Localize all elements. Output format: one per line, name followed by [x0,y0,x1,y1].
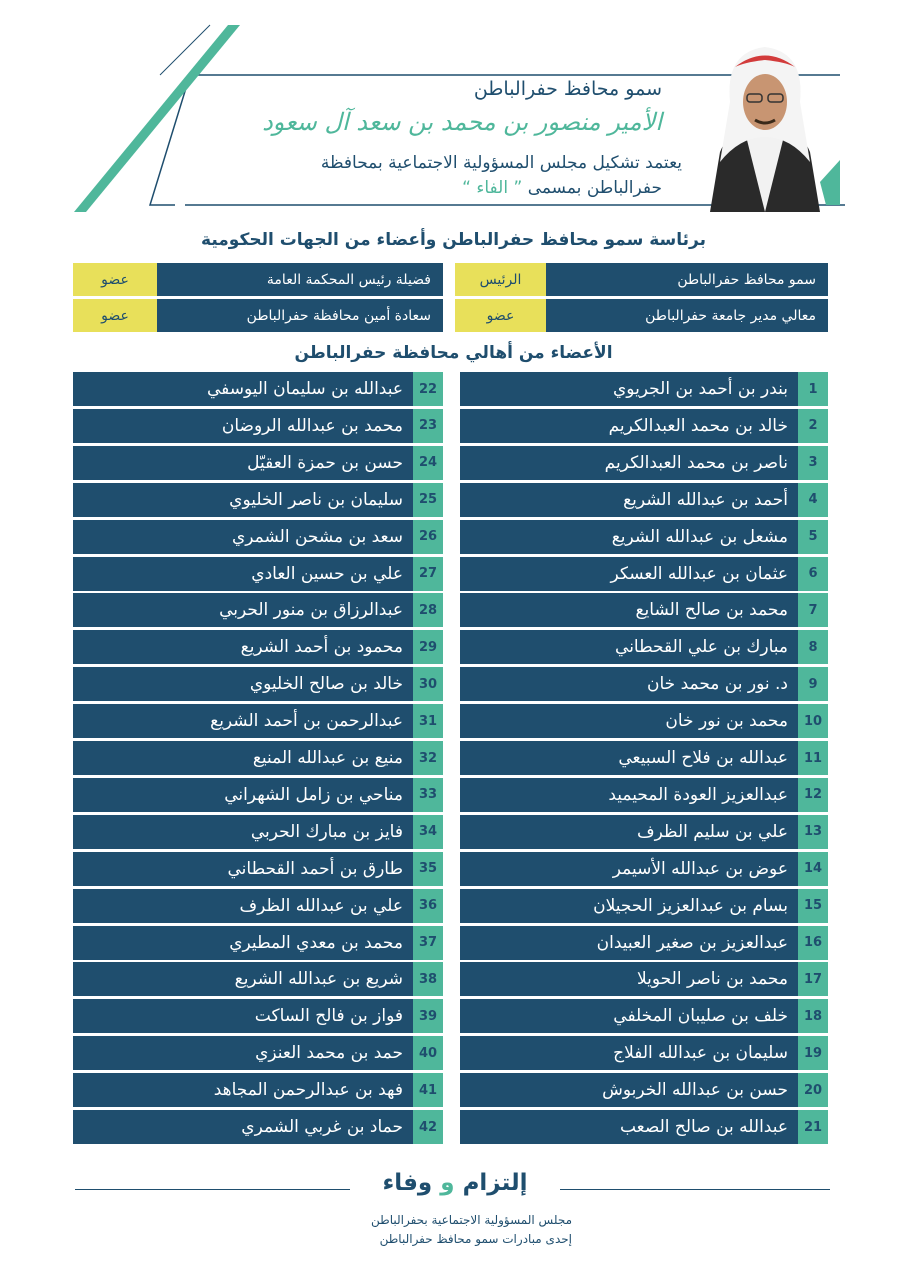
member-number: 4 [798,483,828,517]
member-row [73,483,443,517]
member-row [460,409,828,443]
gov-row [455,263,828,296]
member-number: 35 [413,852,443,886]
member-number: 15 [798,889,828,923]
member-number: 29 [413,630,443,664]
motto-join: و [440,1170,455,1196]
member-name: مشعل بن عبدالله الشريع [460,520,798,554]
member-name: محمد بن عبدالله الروضان [73,409,413,443]
footer-council-line: مجلس المسؤولية الاجتماعية بحفرالباطن [371,1213,572,1227]
member-row [460,815,828,849]
member-name: عبدالله بن صالح الصعب [460,1110,798,1144]
member-number: 19 [798,1036,828,1070]
member-row [460,852,828,886]
member-number: 31 [413,704,443,738]
member-row [460,1110,828,1144]
header-subtitle: يعتمد تشكيل مجلس المسؤولية الاجتماعية بمحافظة [320,153,682,173]
footer-initiative-line: إحدى مبادرات سمو محافظ حفرالباطن [379,1232,572,1246]
motto-end: وفاء [382,1170,433,1196]
member-name: خالد بن محمد العبدالكريم [460,409,798,443]
member-name: عبدالعزيز بن صغير العبيدان [460,926,798,960]
member-number: 18 [798,999,828,1033]
member-row [73,1036,443,1070]
member-row [73,446,443,480]
member-row [73,999,443,1033]
member-row [460,1036,828,1070]
member-name: علي بن حسين العادي [73,557,413,591]
member-name: مبارك بن علي القحطاني [460,630,798,664]
member-name: بندر بن أحمد بن الجريوي [460,372,798,406]
member-number: 42 [413,1110,443,1144]
header-title: سمو محافظ حفرالباطن [473,78,662,100]
gov-row [73,299,443,332]
member-row [460,630,828,664]
members-section-title: الأعضاء من أهالي محافظة حفرالباطن [294,343,613,363]
member-row [460,593,828,627]
member-name: ناصر بن محمد العبدالكريم [460,446,798,480]
member-number: 10 [798,704,828,738]
member-number: 33 [413,778,443,812]
member-name: محمود بن أحمد الشريع [73,630,413,664]
member-row [460,557,828,591]
gov-role: عضو [73,299,157,332]
member-number: 2 [798,409,828,443]
gov-role: عضو [455,299,546,332]
member-row [73,409,443,443]
member-row [73,372,443,406]
member-name: عبدالله بن سليمان اليوسفي [73,372,413,406]
gov-role: عضو [73,263,157,296]
member-name: محمد بن صالح الشايع [460,593,798,627]
member-row [460,483,828,517]
member-name: فايز بن مبارك الحربي [73,815,413,849]
member-name: حمد بن محمد العنزي [73,1036,413,1070]
member-name: محمد بن نور خان [460,704,798,738]
member-name: عبدالرحمن بن أحمد الشريع [73,704,413,738]
member-row [73,1073,443,1107]
footer-divider-right [560,1189,830,1190]
footer-motto [340,1170,570,1196]
member-row [460,667,828,701]
member-number: 38 [413,962,443,996]
member-number: 32 [413,741,443,775]
member-name: حسن بن حمزة العقيّل [73,446,413,480]
member-number: 21 [798,1110,828,1144]
member-number: 11 [798,741,828,775]
member-name: سليمان بن ناصر الخليوي [73,483,413,517]
member-row [73,962,443,996]
header [0,0,907,215]
member-name: د. نور بن محمد خان [460,667,798,701]
member-row [460,889,828,923]
member-row [73,815,443,849]
member-number: 34 [413,815,443,849]
member-number: 40 [413,1036,443,1070]
governor-portrait [700,42,830,212]
member-name: سليمان بن عبدالله الفلاج [460,1036,798,1070]
member-number: 12 [798,778,828,812]
member-row [73,889,443,923]
member-row [73,630,443,664]
gov-row [73,263,443,296]
member-name: محمد بن ناصر الحويلا [460,962,798,996]
gov-name: سعادة أمين محافظة حفرالباطن [157,299,443,332]
member-number: 23 [413,409,443,443]
member-number: 30 [413,667,443,701]
member-name: طارق بن أحمد القحطاني [73,852,413,886]
member-number: 5 [798,520,828,554]
member-row [73,852,443,886]
member-row [460,926,828,960]
member-number: 27 [413,557,443,591]
member-number: 39 [413,999,443,1033]
member-number: 37 [413,926,443,960]
member-name: عبدالرزاق بن منور الحربي [73,593,413,627]
member-number: 14 [798,852,828,886]
header-council-name [462,178,662,198]
member-number: 8 [798,630,828,664]
member-row [73,557,443,591]
gov-role: الرئيس [455,263,546,296]
member-number: 13 [798,815,828,849]
member-row [460,1073,828,1107]
member-row [460,999,828,1033]
member-name: حسن بن عبدالله الخربوش [460,1073,798,1107]
member-name: علي بن عبدالله الظرف [73,889,413,923]
member-row [73,778,443,812]
member-number: 16 [798,926,828,960]
member-number: 26 [413,520,443,554]
gov-name: معالي مدير جامعة حفرالباطن [546,299,828,332]
footer-divider-left [75,1189,350,1190]
member-name: عبدالعزيز العودة المحيميد [460,778,798,812]
member-name: منيع بن عبدالله المنيع [73,741,413,775]
member-name: بسام بن عبدالعزيز الحجيلان [460,889,798,923]
member-number: 25 [413,483,443,517]
member-row [73,1110,443,1144]
member-name: خلف بن صليبان المخلفي [460,999,798,1033]
member-row [73,593,443,627]
member-row [460,741,828,775]
member-name: فهد بن عبدالرحمن المجاهد [73,1073,413,1107]
member-name: عثمان بن عبدالله العسكر [460,557,798,591]
member-row [73,926,443,960]
member-name: شريع بن عبدالله الشريع [73,962,413,996]
member-number: 1 [798,372,828,406]
member-number: 17 [798,962,828,996]
member-row [73,704,443,738]
member-name: سعد بن مشحن الشمري [73,520,413,554]
member-row [460,446,828,480]
member-row [460,704,828,738]
government-section-title: برئاسة سمو محافظ حفرالباطن وأعضاء من الجهات الحكومية [201,230,706,250]
member-number: 7 [798,593,828,627]
member-name: محمد بن معدي المطيري [73,926,413,960]
member-name: خالد بن صالح الخليوي [73,667,413,701]
member-name: علي بن سليم الظرف [460,815,798,849]
gov-row [455,299,828,332]
member-row [73,520,443,554]
member-row [460,372,828,406]
member-number: 36 [413,889,443,923]
member-number: 41 [413,1073,443,1107]
motto-main: إلتزام [462,1170,528,1196]
member-row [73,667,443,701]
member-row [460,778,828,812]
gov-name: فضيلة رئيس المحكمة العامة [157,263,443,296]
member-name: عوض بن عبدالله الأسيمر [460,852,798,886]
member-number: 22 [413,372,443,406]
member-number: 24 [413,446,443,480]
member-number: 6 [798,557,828,591]
member-name: فواز بن فالح الساكت [73,999,413,1033]
member-number: 9 [798,667,828,701]
member-row [460,520,828,554]
governor-name-calligraphy: الأمير منصور بن محمد بن سعد آل سعود [262,108,662,136]
member-name: عبدالله بن فلاح السبيعي [460,741,798,775]
gov-name: سمو محافظ حفرالباطن [546,263,828,296]
member-row [460,962,828,996]
header-council-highlight: ” الفاء “ [462,178,523,198]
member-name: حماد بن غربي الشمري [73,1110,413,1144]
member-number: 28 [413,593,443,627]
member-row [73,741,443,775]
member-number: 3 [798,446,828,480]
member-number: 20 [798,1073,828,1107]
header-council-prefix: حفرالباطن بمسمى [527,178,662,198]
member-name: أحمد بن عبدالله الشريع [460,483,798,517]
member-name: مناحي بن زامل الشهراني [73,778,413,812]
